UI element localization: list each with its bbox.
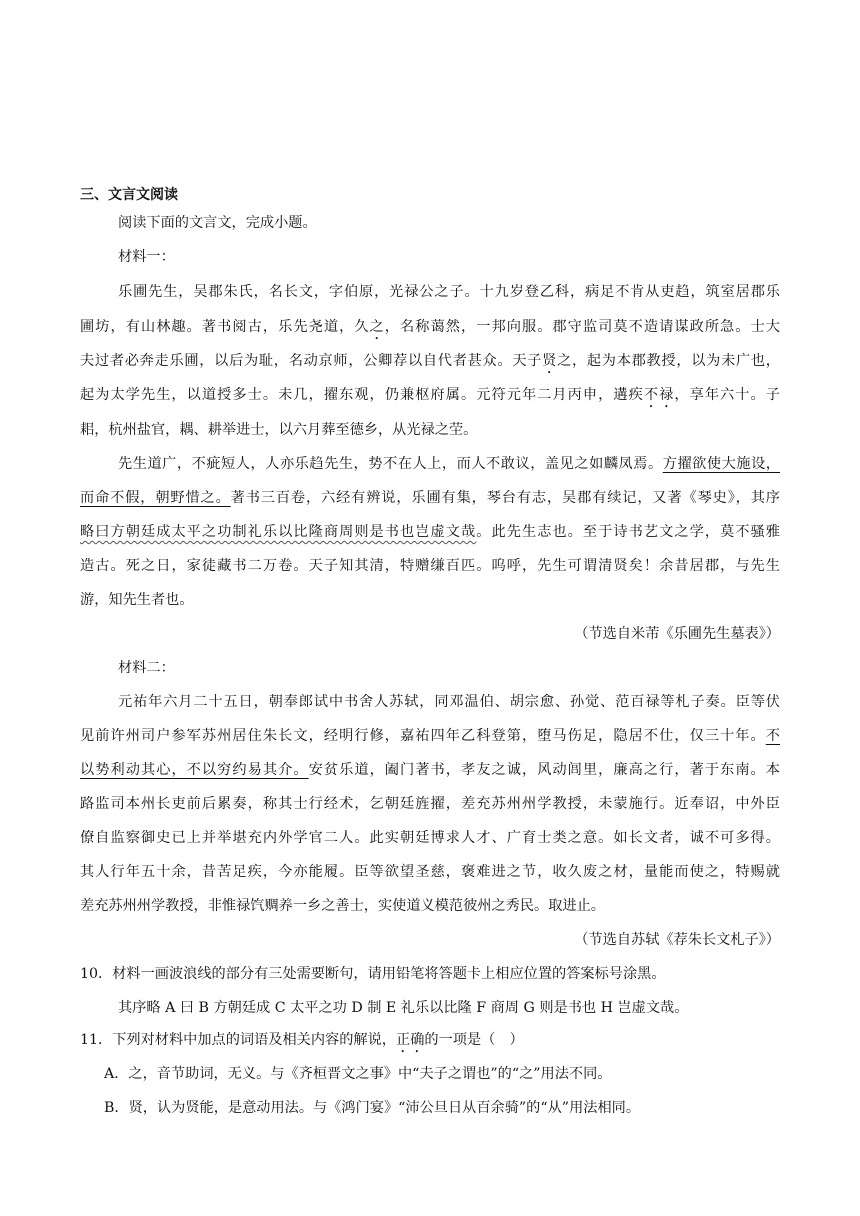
question-10-stem: 10．材料一画波浪线的部分有三处需要断句，请用铅笔将答题卡上相应位置的答案标号涂黑。 (80, 966, 666, 982)
m1-p1-line3: 夫过者必奔走乐圃，以后为耻，名动京师，公卿荐以自代者甚众。天子贤之，起为本郡教授，以为未广也， (80, 353, 780, 369)
m1-p1-line1: 乐圃先生，吴郡朱氏，名长文，字伯原，光禄公之子。十九岁登乙科，病足不肯从吏趋，筑室居郡乐 (118, 284, 780, 300)
dotted-word-zhengque: 正确 (396, 1032, 425, 1048)
option-b: B．贤，认为贤能，是意动用法。与《鸿门宴》“沛公旦日从百余骑”的“从”用法相同。 (104, 1100, 641, 1116)
dotted-word-zhi: 之 (369, 319, 385, 335)
underlined-sentence: 方擢欲使大施设， (662, 456, 780, 472)
m2-line3: 以势利动其心，不以穷约易其介。安贫乐道，阖门著书，孝友之诚，风动闾里，廉高之行，著于东南。本 (80, 762, 780, 778)
m2-line6: 其人行年五十余，昔苦足疾，今亦能履。臣等欲望圣慈，褒难进之节，收久废之材，量能而使之，特赐就 (80, 864, 780, 880)
m1-p1-line4: 起为太学先生，以道授多士。未几，擢东观，仍兼枢府属。元符元年二月丙申，遘疾不禄，享年六十。子 (80, 387, 780, 403)
m1-p2-line1: 先生道广，不疵短人，人亦乐趋先生，势不在人上，而人不敢议，盖见之如麟凤焉。方擢欲使大施设， (118, 456, 780, 472)
m1-p1-line5: 耜，杭州盐官，耦、耕举进士，以六月葬至德乡，从光禄之茔。 (80, 422, 478, 438)
m1-p2-line3: 略曰方朝廷成太平之功制礼乐以比隆商周则是书也岂虚文哉。此先生志也。至于诗书艺文之学，莫不骚雅 (80, 524, 780, 540)
material2-label: 材料二： (118, 660, 175, 676)
wavy-underlined-passage: 略曰方朝廷成太平之功制礼乐以比隆商周则是书也岂虚文哉 (80, 524, 477, 540)
m2-line7: 差充苏州州学教授，非惟禄饩赒养一乡之善士，实使道义模范彼州之秀民。取进止。 (80, 898, 605, 914)
m2-line2: 见前许州司户参军苏州居住朱长文，经明行修，嘉祐四年乙科登第，堕马伤足，隐居不仕，仅三十年。不 (80, 728, 780, 744)
dotted-word-bulu: 不禄 (643, 387, 675, 403)
m1-p2-line2: 而命不假，朝野惜之。著书三百卷，六经有辨说，乐圃有集，琴台有志，吴郡有续记，又著《琴史》，其序 (80, 490, 780, 506)
section-title: 三、文言文阅读 (80, 187, 178, 203)
question-10-sentence: 其序略 A 曰 B 方朝廷成 C 太平之功 D 制 E 礼乐以比隆 F 商周 G 则是书也 H 岂虚文哉。 (118, 1000, 689, 1016)
m1-p1-line2: 圃坊，有山林趣。著书阅古，乐先尧道，久之，名称蔼然，一邦向服。郡守监司莫不造请谋政所急。士大 (80, 319, 780, 335)
question-11-stem: 11．下列对材料中加点的词语及相关内容的解说，正确的一项是（ ） (80, 1032, 524, 1048)
underlined-sentence-2-cont: 以势利动其心，不以穷约易其介。 (80, 762, 309, 778)
material1-label: 材料一： (118, 249, 175, 265)
underlined-sentence-cont: 而命不假，朝野惜之。 (80, 490, 231, 506)
instruction: 阅读下面的文言文，完成小题。 (118, 215, 317, 231)
m1-p2-line4: 造古。死之日，家徒藏书二万卷。天子知其清，特赠缣百匹。呜呼，先生可谓清贤矣！余昔居郡，与先生 (80, 558, 780, 574)
option-a: A．之，音节助词，无义。与《齐桓晋文之事》中“夫子之谓也”的“之”用法不同。 (104, 1066, 612, 1082)
underlined-sentence-2: 不 (765, 728, 780, 744)
dotted-word-xian: 贤 (542, 353, 558, 369)
m2-line1: 元祐年六月二十五日，朝奉郎试中书舍人苏轼，同邓温伯、胡宗愈、孙觉、范百禄等札子奏。臣等伏 (118, 694, 780, 710)
m1-p2-line5: 游，知先生者也。 (80, 592, 194, 608)
material1-source: （节选自米芾《乐圃先生墓表》） (574, 626, 780, 642)
m2-line5: 僚自监察御史已上并举堪充内外学官二人。此实朝廷博求人才、广育士类之意。如长文者，诚不可多得。 (80, 830, 780, 846)
material2-source: （节选自苏轼《荐朱长文札子》） (574, 932, 780, 948)
m2-line4: 路监司本州长吏前后累奏，称其士行经术，乞朝廷旌擢，差充苏州州学教授，未蒙施行。近奉诏，中外臣 (80, 796, 780, 812)
